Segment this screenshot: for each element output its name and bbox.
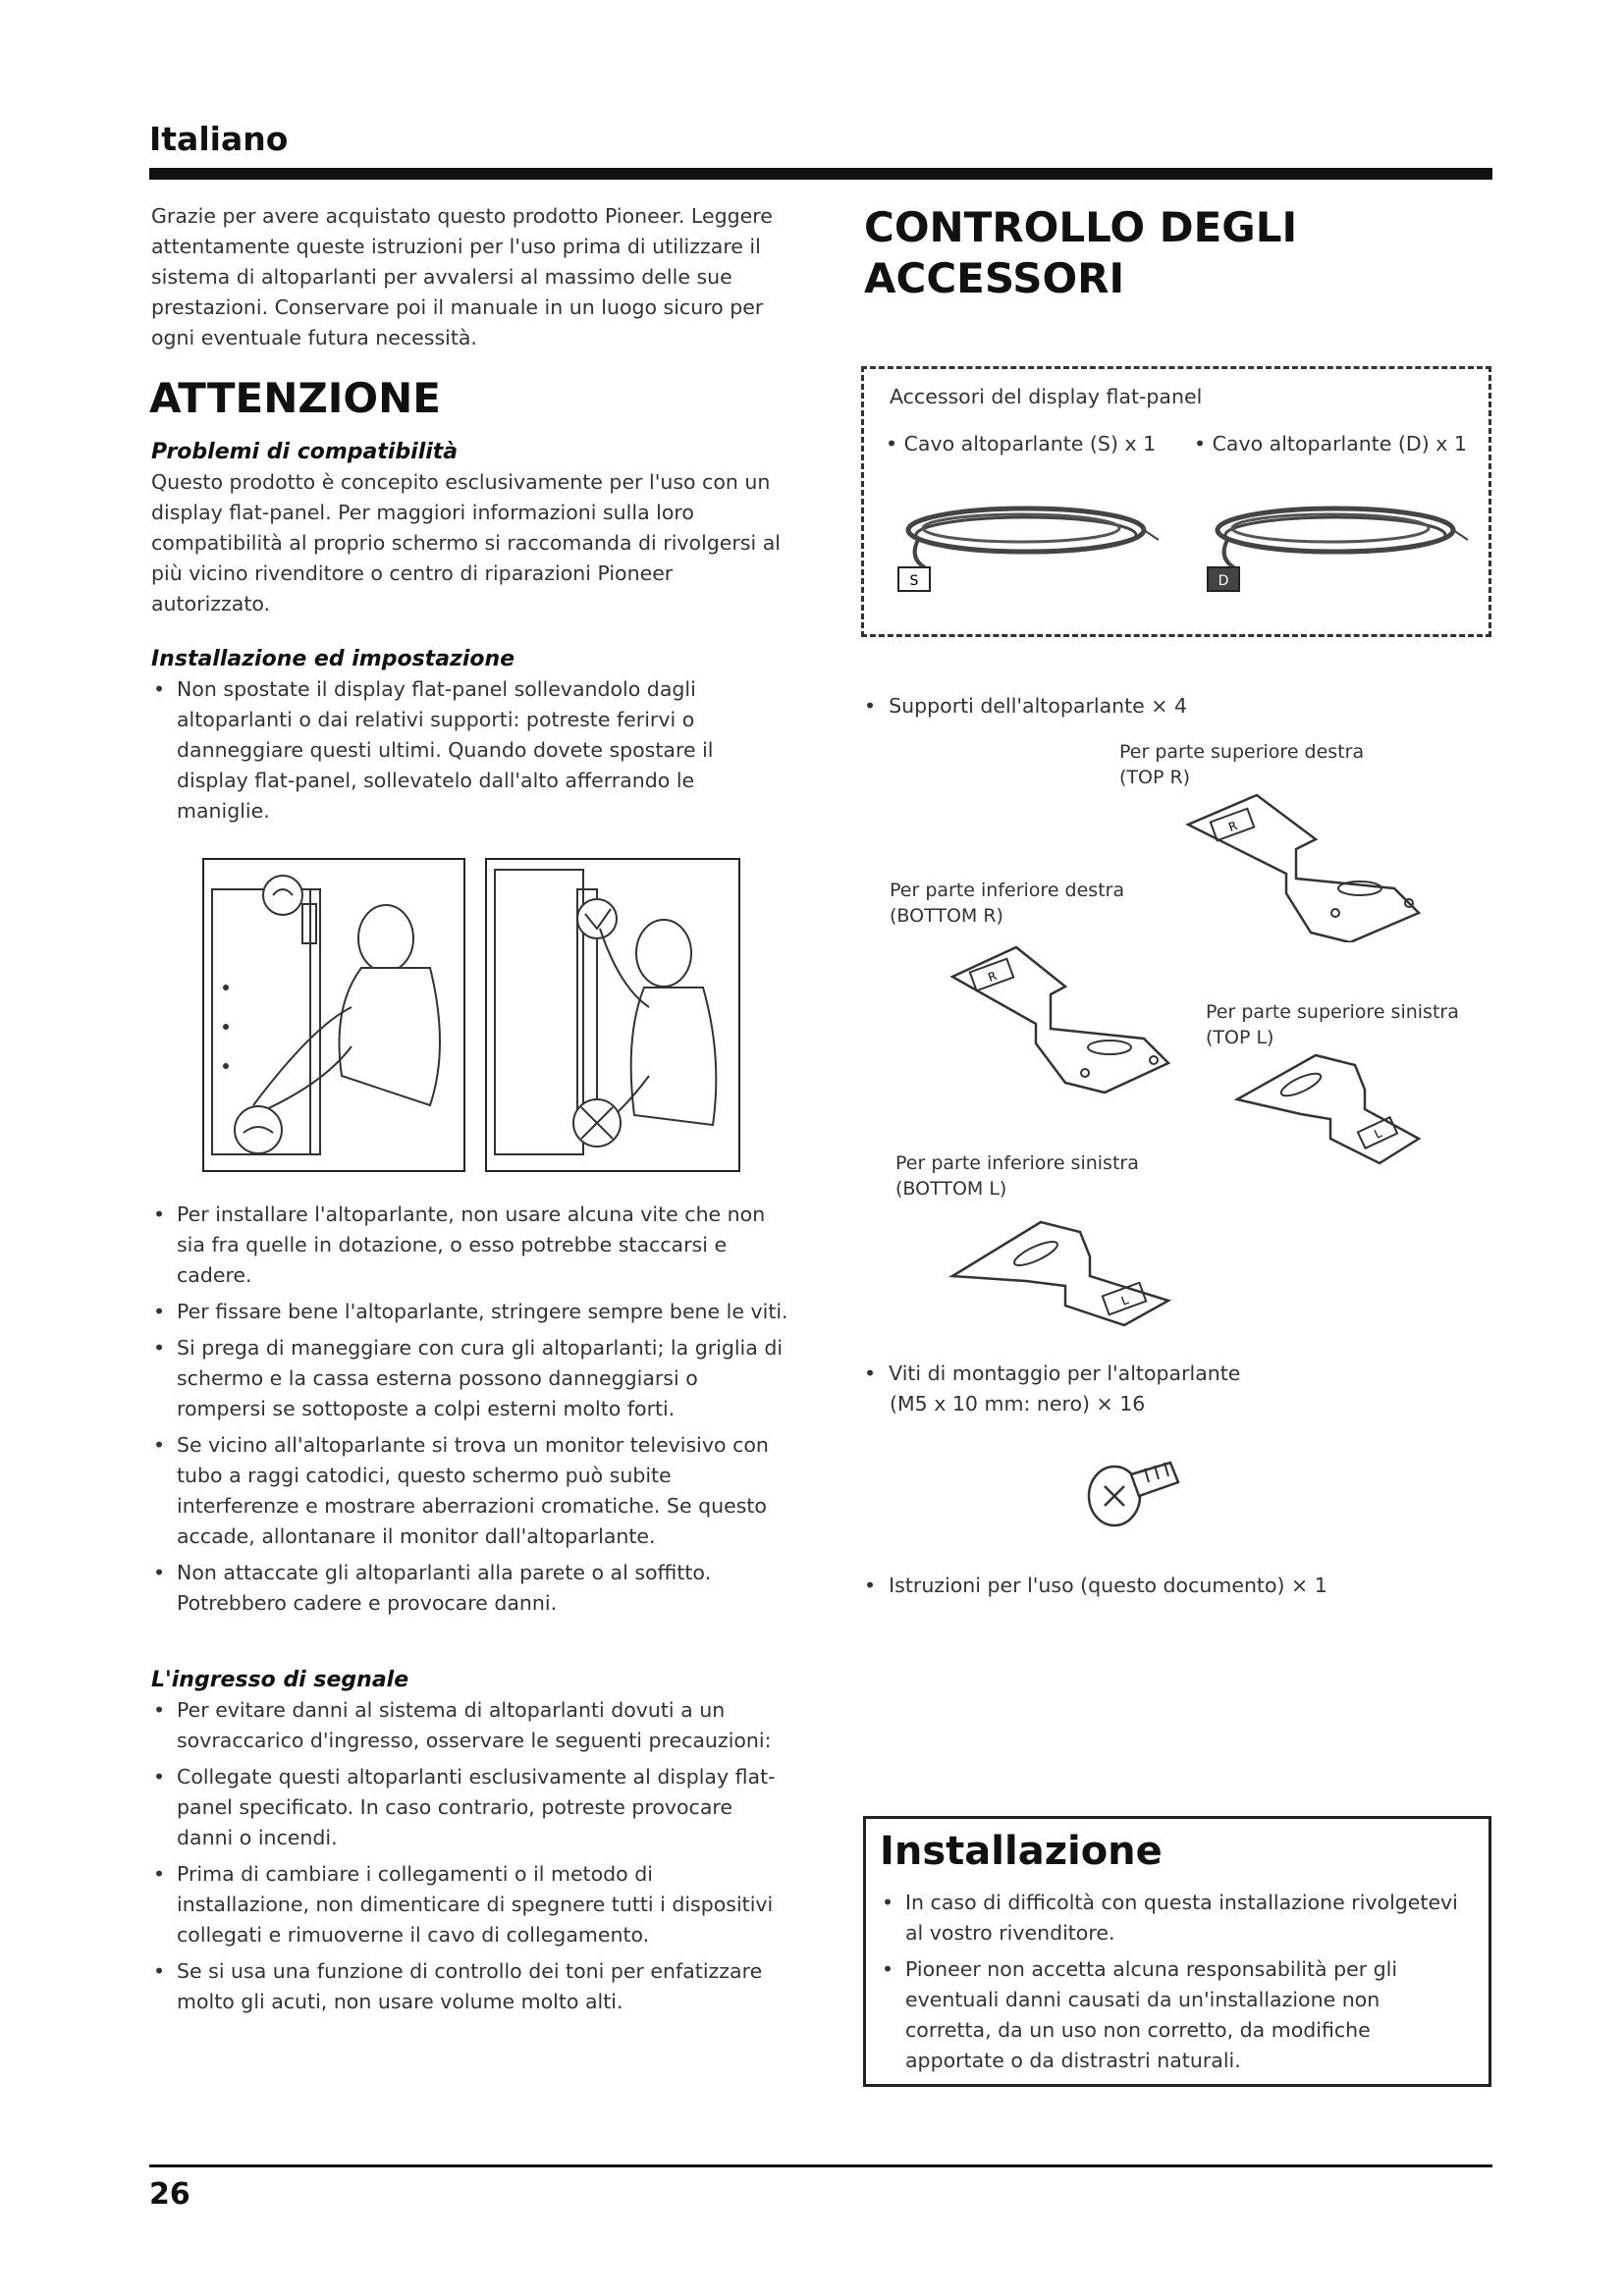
signal-bullet: • Prima di cambiare i collegamenti o il metodo di installazione, non dimenticare di spegnere tutti i dispositivi collegati e rimuoverne il cavo di collegamento. xyxy=(151,1859,789,1950)
person-lifting-icon xyxy=(204,860,463,1170)
top-l-caption: Per parte superiore sinistra (TOP L) xyxy=(1206,1001,1459,1048)
display-accessories-caption: Accessori del display flat-panel xyxy=(890,385,1203,408)
accessori-title-line1: CONTROLLO DEGLI xyxy=(864,203,1298,251)
install-bullet: • Per fissare bene l'altoparlante, stringere sempre bene le viti. xyxy=(151,1297,789,1327)
bracket-top-r-icon xyxy=(1178,785,1434,942)
svg-text:R: R xyxy=(986,968,999,985)
install-bullet: • Per installare l'altoparlante, non usare alcuna vite che non sia fra quelle in dotazione, o esso potrebbe staccarsi e cadere. xyxy=(151,1200,789,1291)
intro-paragraph: Grazie per avere acquistato questo prodotto Pioneer. Leggere attentamente queste istruzioni per l'uso prima di utilizzare il sistema di altoparlanti per avvalersi al massimo delle sue prestazioni. Conservare poi il manuale in un luogo sicuro per ogni eventuale futura necessità. xyxy=(151,204,773,349)
bracket-bottom-r-icon xyxy=(943,937,1178,1104)
speaker-cable-d-icon xyxy=(1188,481,1473,609)
install-title: Installazione ed impostazione xyxy=(151,647,515,671)
signal-bullet: • Se si usa una funzione di controllo dei toni per enfatizzare molto gli acuti, non usare volume molto alti. xyxy=(151,1956,789,2017)
signal-bullet: • Per evitare danni al sistema di altoparlanti dovuti a un sovraccarico d'ingresso, osservare le seguenti precauzioni: xyxy=(151,1695,789,1756)
install-bullet: • Se vicino all'altoparlante si trova un monitor televisivo con tubo a raggi catodici, questo schermo può subite interferenze e mostrare aberrazioni cromatiche. Se questo accade, allontanare il monitor dall'altoparlante. xyxy=(151,1430,789,1552)
install-bullet-1: • Non spostate il display flat-panel sollevandolo dagli altoparlanti o dai relativi supporti: potreste ferirvi o danneggiare questi ultimi. Quando dovete spostare il display flat-panel, sollevatelo dall'alto afferrando le maniglie. xyxy=(151,674,789,827)
installazione-box xyxy=(863,1816,1491,2087)
install-bullet: • Non attaccate gli altoparlanti alla parete o al soffitto. Potrebbero cadere e provocare danni. xyxy=(151,1558,789,1619)
manual-label: • Istruzioni per l'uso (questo documento) × 1 xyxy=(864,1574,1327,1597)
installazione-bullet: • In caso di difficoltà con questa installazione rivolgetevi al vostro rivenditore. xyxy=(880,1888,1469,1949)
installazione-bullet: • Pioneer non accetta alcuna responsabilità per gli eventuali danni causati da un'installazione non corretta, da un uso non corretto, da modifiche apportate o da distrastri naturali. xyxy=(880,1954,1469,2076)
header-rule xyxy=(149,168,1492,180)
top-r-caption: Per parte superiore destra (TOP R) xyxy=(1119,741,1365,788)
install-more xyxy=(151,1200,789,1625)
cable-s-label: • Cavo altoparlante (S) x 1 xyxy=(886,432,1157,455)
speaker-cable-s-icon xyxy=(879,481,1164,609)
plug-label-d: D xyxy=(1218,573,1229,589)
installazione-title: Installazione xyxy=(880,1829,1163,1874)
language-heading: Italiano xyxy=(149,120,289,158)
svg-text:L: L xyxy=(1372,1126,1384,1142)
svg-text:L: L xyxy=(1119,1293,1131,1308)
svg-text:R: R xyxy=(1226,818,1239,834)
illustration-lift-correct xyxy=(202,858,465,1172)
install-bullet: • Si prega di maneggiare con cura gli altoparlanti; la griglia di schermo e la cassa esterna possono danneggiarsi o rompersi se sottoposte a colpi esterni molto forti. xyxy=(151,1333,789,1424)
signal-section xyxy=(151,1665,789,2023)
compat-text: Questo prodotto è concepito esclusivamente per l'uso con un display flat-panel. Per maggiori informazioni sulla loro compatibilità al proprio schermo si raccomanda di rivolgersi al più vicino rivenditore o centro di riparazioni Pioneer autorizzato. xyxy=(151,470,781,615)
accessori-heading xyxy=(864,202,1492,304)
person-lifting-side-icon xyxy=(487,860,738,1170)
screws-label: • Viti di montaggio per l'altoparlante (M5 x 10 mm: nero) × 16 xyxy=(864,1362,1241,1415)
page-number: 26 xyxy=(149,2177,190,2212)
screw-icon xyxy=(1080,1445,1188,1533)
plug-label-s: S xyxy=(909,573,919,589)
supports-label: • Supporti dell'altoparlante × 4 xyxy=(864,694,1188,718)
signal-bullet: • Collegate questi altoparlanti esclusivamente al display flat-panel specificato. In caso contrario, potreste provocare danni o incendi. xyxy=(151,1762,789,1853)
signal-title: L'ingresso di segnale xyxy=(151,1668,409,1692)
illustration-lift-incorrect xyxy=(485,858,740,1172)
bracket-bottom-l-icon xyxy=(943,1202,1198,1340)
bottom-r-caption: Per parte inferiore destra (BOTTOM R) xyxy=(890,880,1125,927)
footer-rule xyxy=(149,2164,1492,2167)
cable-d-label: • Cavo altoparlante (D) x 1 xyxy=(1194,432,1467,455)
bracket-top-l-icon xyxy=(1227,1041,1434,1168)
compat-title: Problemi di compatibilità xyxy=(151,440,459,464)
bottom-l-caption: Per parte inferiore sinistra (BOTTOM L) xyxy=(895,1152,1139,1200)
install-section xyxy=(151,644,789,832)
attenzione-heading: ATTENZIONE xyxy=(149,374,441,422)
compat-section xyxy=(151,437,789,619)
accessori-title-line2: ACCESSORI xyxy=(864,254,1125,302)
